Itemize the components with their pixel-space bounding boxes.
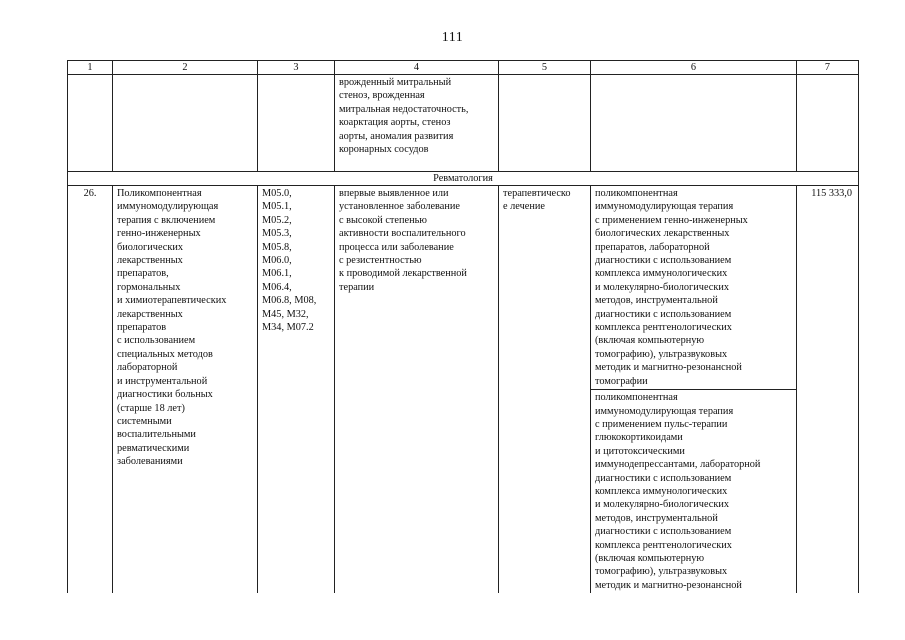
empty-cell: [591, 75, 797, 172]
column-number: 7: [797, 61, 859, 75]
empty-cell: [258, 75, 335, 172]
empty-cell: [499, 75, 591, 172]
table-row: [68, 186, 859, 390]
patient-model-cell: врожденный митральный стеноз, врожденная митральная недостаточность, коарктация аорты, стеноз аорты, аномалия развития коронарных сосудов: [335, 75, 499, 172]
empty-cell: [797, 75, 859, 172]
icd-codes: M05.0, M05.1, M05.2, M05.3, M05.8, M06.0, M06.1, M06.4, M06.8, M08, M45, M32, M34, M07.2: [258, 186, 335, 594]
section-row: [68, 172, 859, 186]
column-number: 5: [499, 61, 591, 75]
care-type-name: Поликомпонентная иммуномодулирующая терапия с включением генно-инженерных биологических лекарственных препаратов, гормональных и химиотерапевтических лекарственных препаратов с использованием специальных методов лабораторной и инструментальной диагностики больных (старше 18 лет) системными воспалительными ревматическими заболеваниями: [113, 186, 258, 594]
column-number: 4: [335, 61, 499, 75]
medical-care-table: [67, 60, 859, 593]
empty-cell: [68, 75, 113, 172]
section-title: Ревматология: [68, 172, 859, 186]
treatment-method-2: поликомпонентная иммуномодулирующая терапия с применением пульс-терапии глюкокортикоидами и цитотоксическими иммунодепрессантами, лабораторной диагностики с использованием комплекса иммунологических и молекулярно-биологических методов, инструментальной диагностики с использованием комплекса рентгенологических (включая компьютерную томографию), ультразвуковых методик и магнитно-резонансной: [591, 390, 797, 594]
cost-value: 115 333,0: [797, 186, 859, 594]
column-number: 2: [113, 61, 258, 75]
patient-model: впервые выявленное или установленное заболевание с высокой степенью активности воспалительного процесса или заболевание с резистентностью к проводимой лекарственной терапии: [335, 186, 499, 594]
empty-cell: [113, 75, 258, 172]
row-number: 26.: [68, 186, 113, 594]
page-number: 111: [441, 30, 464, 45]
column-number-row: [68, 61, 859, 75]
treatment-type: терапевтическо е лечение: [499, 186, 591, 594]
treatment-method-1: поликомпонентная иммуномодулирующая терапия с применением генно-инженерных биологических лекарственных препаратов, лабораторной диагностики с использованием комплекса иммунологических и молекулярно-биологических методов, инструментальной диагностики с использованием комплекса рентгенологических (включая компьютерную томографию), ультразвуковых методик и магнитно-резонансной томографии: [591, 186, 797, 390]
column-number: 3: [258, 61, 335, 75]
column-number: 6: [591, 61, 797, 75]
column-number: 1: [68, 61, 113, 75]
continuation-row: [68, 75, 859, 172]
